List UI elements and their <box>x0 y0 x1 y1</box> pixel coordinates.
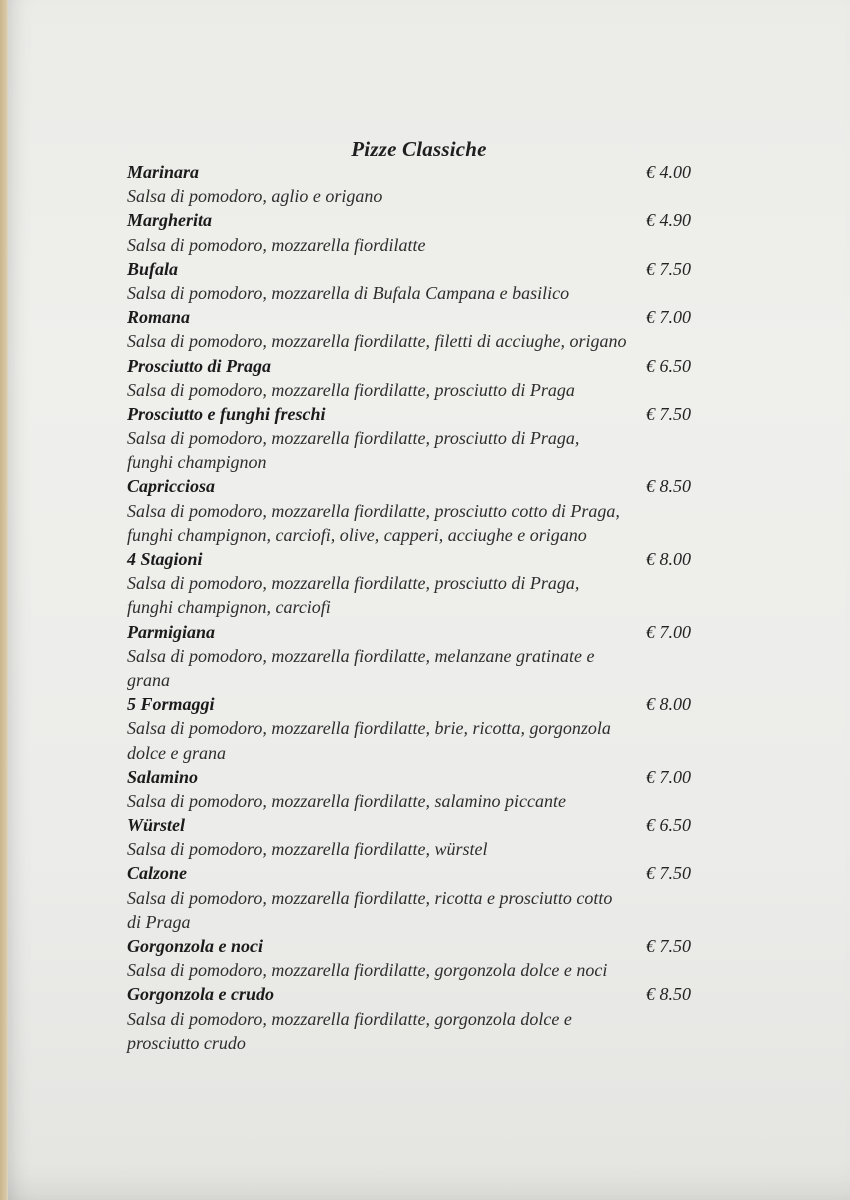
pizza-description: grana <box>127 669 171 690</box>
pizza-price: € 4.90 <box>646 210 691 231</box>
pizza-name: 4 Stagioni <box>127 549 203 569</box>
pizza-price: € 8.00 <box>646 694 691 715</box>
pizza-description: Salsa di pomodoro, mozzarella fiordilatte, prosciutto di Praga, <box>127 428 580 449</box>
pizza-price: € 8.50 <box>646 984 691 1005</box>
menu-item-header <box>127 474 727 498</box>
pizza-description: funghi champignon, carciofi <box>127 597 331 618</box>
pizza-price: € 7.00 <box>646 766 691 787</box>
pizza-price: € 7.50 <box>646 936 691 956</box>
menu-item <box>127 257 727 305</box>
pizza-price: € 7.00 <box>646 307 691 328</box>
menu-item <box>127 402 727 475</box>
pizza-price: € 4.00 <box>646 162 691 182</box>
pizza-name: Prosciutto di Praga <box>127 355 272 376</box>
pizza-name: Capricciosa <box>127 476 215 497</box>
pizza-name: Gorgonzola e noci <box>127 936 264 956</box>
menu-item <box>127 305 727 353</box>
pizza-name: Prosciutto e funghi freschi <box>127 403 326 424</box>
menu-item <box>127 861 727 934</box>
pizza-price: € 7.00 <box>646 621 691 642</box>
pizza-price: € 8.50 <box>646 476 691 497</box>
menu-item-header <box>127 305 727 329</box>
menu-item-header <box>127 982 727 1006</box>
menu-item <box>127 547 727 620</box>
pizza-description: Salsa di pomodoro, mozzarella fiordilatte, salamino piccante <box>127 790 566 811</box>
menu-item <box>127 934 727 982</box>
menu-item <box>127 620 727 693</box>
pizza-description: funghi champignon <box>127 452 267 473</box>
pizza-description: Salsa di pomodoro, mozzarella fiordilatte, prosciutto cotto di Praga, <box>127 500 620 521</box>
pizza-description: Salsa di pomodoro, mozzarella fiordilatte, prosciutto di Praga, <box>127 573 580 594</box>
pizza-description: Salsa di pomodoro, mozzarella fiordilatte, ricotta e prosciutto cotto <box>127 887 613 908</box>
menu-item-header <box>127 547 727 571</box>
pizza-description: Salsa di pomodoro, mozzarella fiordilatte, melanzane gratinate e <box>127 645 595 666</box>
menu-item-header <box>127 257 727 281</box>
menu-item <box>127 692 727 765</box>
pizza-name: Gorgonzola e crudo <box>127 984 275 1005</box>
pizza-description: prosciutto crudo <box>127 1032 246 1053</box>
pizza-name: Romana <box>127 307 191 328</box>
menu-sheet <box>8 0 850 1200</box>
pizza-name: Bufala <box>127 258 179 279</box>
pizza-name: Calzone <box>127 863 188 884</box>
menu-title: Pizze Classiche <box>351 137 487 161</box>
pizza-description: funghi champignon, carciofi, olive, capperi, acciughe e origano <box>127 524 587 545</box>
pizza-description: dolce e grana <box>127 742 226 763</box>
menu-item-header <box>127 160 727 184</box>
pizza-description: Salsa di pomodoro, mozzarella fiordilatte, filetti di acciughe, origano <box>127 331 627 352</box>
pizza-description: Salsa di pomodoro, mozzarella di Bufala Campana e basilico <box>127 282 570 303</box>
pizza-description: di Praga <box>127 911 191 932</box>
menu-item <box>127 813 727 861</box>
pizza-price: € 7.50 <box>646 258 691 279</box>
pizza-price: € 6.50 <box>646 815 691 836</box>
pizza-description: Salsa di pomodoro, mozzarella fiordilatte, prosciutto di Praga <box>127 379 575 400</box>
pizza-description: Salsa di pomodoro, mozzarella fiordilatte, gorgonzola dolce e noci <box>127 960 608 981</box>
pizza-description: Salsa di pomodoro, mozzarella fiordilatte <box>127 234 426 255</box>
pizza-price: € 7.50 <box>646 863 691 884</box>
menu-item <box>127 982 727 1055</box>
menu-item <box>127 474 727 547</box>
menu-item-header <box>127 692 727 716</box>
menu-item <box>127 765 727 813</box>
menu-item <box>127 208 727 256</box>
menu-item-header <box>127 934 727 958</box>
menu-item-header <box>127 861 727 885</box>
pizza-name: Würstel <box>127 815 186 836</box>
menu-item <box>127 354 727 402</box>
pizza-name: Margherita <box>127 210 213 231</box>
pizza-description: Salsa di pomodoro, mozzarella fiordilatte, brie, ricotta, gorgonzola <box>127 718 611 739</box>
menu-list <box>127 160 727 1055</box>
pizza-price: € 8.00 <box>646 549 691 569</box>
pizza-name: Parmigiana <box>127 621 216 642</box>
pizza-name: 5 Formaggi <box>127 694 215 715</box>
pizza-price: € 6.50 <box>646 355 691 376</box>
pizza-price: € 7.50 <box>646 403 691 424</box>
menu-item-header <box>127 208 727 232</box>
menu-item-header <box>127 813 727 837</box>
pizza-description: Salsa di pomodoro, mozzarella fiordilatte, würstel <box>127 839 488 860</box>
menu-item <box>127 160 727 208</box>
menu-item-header <box>127 765 727 789</box>
pizza-name: Marinara <box>127 162 200 182</box>
menu-item-header <box>127 402 727 426</box>
menu-item-header <box>127 354 727 378</box>
pizza-description: Salsa di pomodoro, mozzarella fiordilatte, gorgonzola dolce e <box>127 1008 572 1029</box>
menu-item-header <box>127 620 727 644</box>
pizza-name: Salamino <box>127 766 199 787</box>
pizza-description: Salsa di pomodoro, aglio e origano <box>127 186 383 207</box>
